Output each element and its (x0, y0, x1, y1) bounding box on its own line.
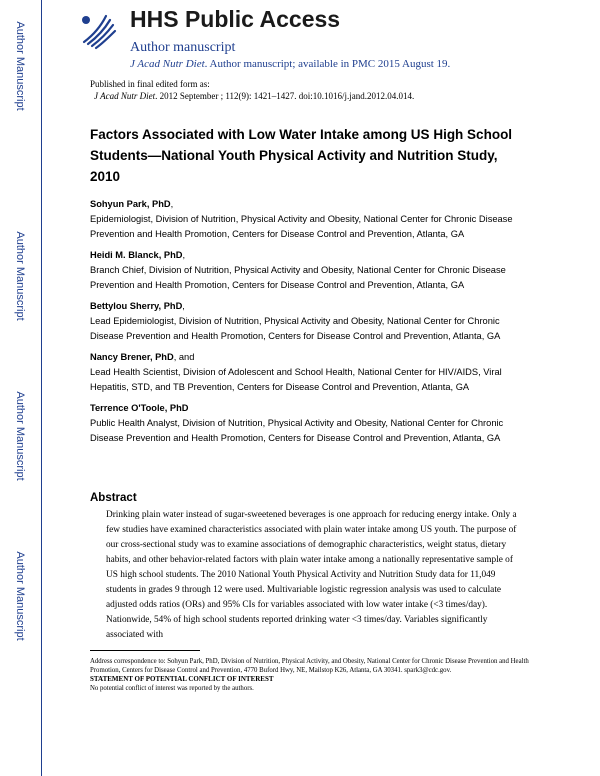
abstract-text: Drinking plain water instead of sugar-sweetened beverages is one approach for reducing energy intake. Only a few studies have examined characteristics associated with plain water intake among US youth. The purpose of our cross-sectional study was to examine associations of demographic characteristics, weight status, dietary habits, and other behavior-related factors with plain water intake among a nationally representative sample of US high school students. The 2010 National Youth Physical Activity and Nutrition Study data for 11,049 students in grades 9 through 12 were used. Multivariable logistic regression analysis was used to calculate adjusted odds ratios (ORs) and 95% CIs for variables associated with low water intake (<3 times/day). Nationwide, 54% of high school students reported drinking water <3 times/day. Variables significantly associated with (106, 510, 517, 640)
author-affiliation: Lead Epidemiologist, Division of Nutrition, Physical Activity and Obesity, National Center for Chronic Disease Prevention and Health Promotion, Centers for Disease Control and Prevention, Atlanta, GA (90, 316, 501, 341)
author-affiliation: Branch Chief, Division of Nutrition, Physical Activity and Obesity, National Center for Chronic Disease Prevention and Health Promotion, Centers for Disease Control and Prevention, Atlanta, GA (90, 265, 506, 290)
publication-info (90, 78, 560, 102)
journal-abbrev: J Acad Nutr Diet (130, 58, 205, 70)
citation-details: . 2012 September ; 112(9): 1421–1427. doi:10.1016/j.jand.2012.04.014. (155, 91, 415, 101)
author-separator: , (170, 199, 174, 209)
author-name: Terrence O'Toole, PhD (90, 403, 189, 413)
author-manuscript-subtitle: Author manuscript (130, 40, 236, 55)
footnotes (90, 657, 530, 693)
published-in-label: Published in final edited form as: (90, 79, 210, 89)
hhs-header (76, 6, 576, 76)
author-name: Heidi M. Blanck, PhD (90, 250, 183, 260)
availability-line (130, 58, 450, 70)
author-name: Nancy Brener, PhD (90, 352, 174, 362)
hhs-public-access-title: HHS Public Access (130, 6, 341, 32)
sidebar-divider (41, 0, 42, 776)
sidebar-label-4: Author Manuscript (14, 551, 26, 641)
author-separator: , and (173, 352, 195, 362)
author-affiliation: Public Health Analyst, Division of Nutrition, Physical Activity and Obesity, National Center for Chronic Disease Prevention and Health Promotion, Centers for Disease Control and Prevention, Atlanta, GA (90, 418, 504, 443)
author-affiliation: Lead Health Scientist, Division of Adolescent and School Health, National Center for HIV/AIDS, Viral Hepatitis, STD, and TB Prevention, Centers for Disease Control and Prevention, Atlanta, GA (90, 367, 502, 392)
citation-line (90, 90, 560, 102)
author-entry (90, 299, 530, 344)
author-name: Bettylou Sherry, PhD (90, 301, 183, 311)
correspondence-note: Address correspondence to: Sohyun Park, PhD, Division of Nutrition, Physical Activity, and Obesity, National Center for Chronic Disease Prevention and Health Promotion, Centers for Disease Control and Prevention, 4770 Buford Hwy, NE, Mailstop K26, Atlanta, GA 30341. spark3@cdc.gov. (90, 658, 529, 674)
coi-heading: STATEMENT OF POTENTIAL CONFLICT OF INTEREST (90, 675, 274, 683)
author-separator: , (182, 250, 186, 260)
coi-text: No potential conflict of interest was reported by the authors. (90, 685, 254, 692)
author-entry (90, 197, 530, 242)
author-entry (90, 401, 530, 446)
article-title: Factors Associated with Low Water Intake among US High School Students—National Youth Physical Activity and Nutrition Study, 2010 (90, 127, 513, 184)
sidebar-label-2: Author Manuscript (14, 231, 26, 321)
author-name: Sohyun Park, PhD (90, 199, 171, 209)
availability-text: . Author manuscript; available in PMC 2015 August 19. (204, 58, 451, 70)
hhs-eagle-logo-icon (76, 8, 120, 52)
sidebar-label-1: Author Manuscript (14, 21, 26, 111)
author-entry (90, 350, 530, 395)
author-manuscript-sidebar (0, 0, 40, 776)
abstract-heading: Abstract (90, 492, 137, 504)
footnote-divider (90, 650, 200, 651)
author-entry (90, 248, 530, 293)
author-affiliation: Epidemiologist, Division of Nutrition, Physical Activity and Obesity, National Center for Chronic Disease Prevention and Health Promotion, Centers for Disease Control and Prevention, Atlanta, GA (90, 214, 513, 239)
author-separator: , (182, 301, 185, 311)
author-list (90, 197, 530, 452)
citation-journal: J Acad Nutr Diet (94, 91, 156, 101)
sidebar-label-3: Author Manuscript (14, 391, 26, 481)
